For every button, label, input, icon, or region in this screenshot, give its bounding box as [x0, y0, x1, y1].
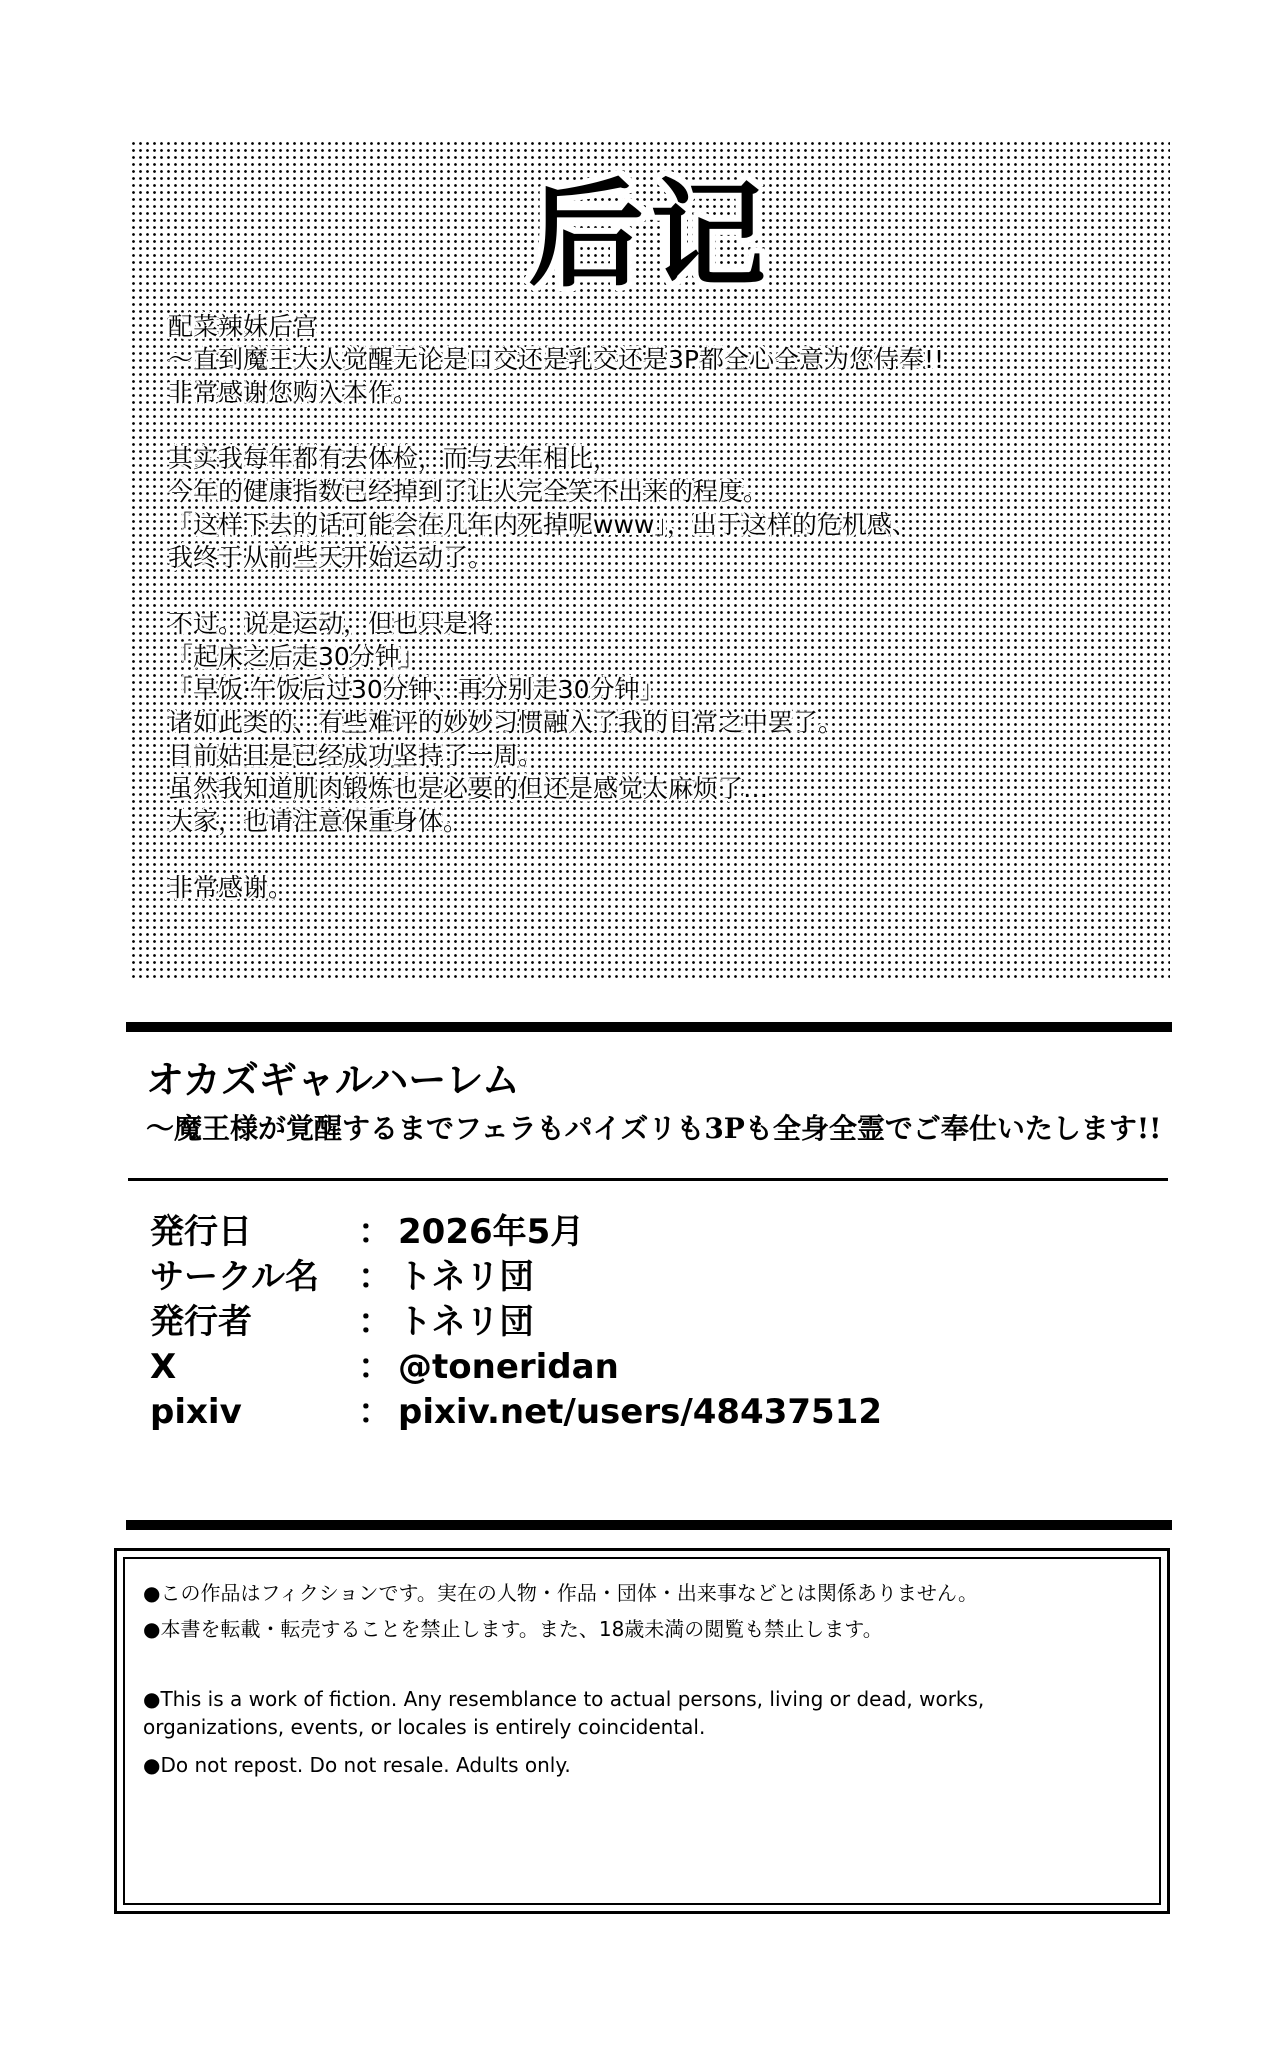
- notice-jp-fiction: ●この作品はフィクションです。実在の人物・作品・団体・出来事などとは関係ありません。: [143, 1581, 979, 1605]
- afterword-line: 虽然我知道肌肉锻炼也是必要的但还是感觉太麻烦了…: [168, 774, 769, 803]
- afterword-panel: [130, 140, 1170, 978]
- book-title: オカズギャルハーレム: [146, 1057, 520, 1102]
- colophon-row-pixiv: [150, 1390, 1050, 1435]
- afterword-line: 非常感谢您购入本作。: [168, 378, 419, 407]
- colophon-separator: ：: [358, 1212, 392, 1252]
- colophon-row-x: [150, 1345, 1050, 1390]
- colophon-separator: ：: [358, 1302, 392, 1342]
- afterword-blank-line: [168, 409, 1148, 442]
- afterword-blank-line: [168, 574, 1148, 607]
- colophon-label: 発行者: [150, 1302, 252, 1342]
- afterword-line: 今年的健康指数已经掉到了让人完全笑不出来的程度。: [168, 477, 769, 506]
- afterword-line: 目前姑且是已经成功坚持了一周。: [168, 741, 544, 770]
- book-subtitle: 〜魔王様が覚醒するまでフェラもパイズリも3Pも全身全霊でご奉仕いたします!!: [146, 1112, 1162, 1145]
- title-divider: [128, 1178, 1168, 1181]
- bottom-rule: [126, 1520, 1172, 1530]
- colophon-value: 2026年5月: [398, 1212, 585, 1252]
- notice-jp-repost: ●本書を転載・転売することを禁止します。また、18歳未満の閲覧も禁止します。: [143, 1617, 883, 1641]
- colophon-value: トネリ団: [398, 1257, 534, 1297]
- colophon-value: トネリ団: [398, 1302, 534, 1342]
- colophon-label: サークル名: [150, 1257, 319, 1297]
- colophon-row-circle: [150, 1255, 1050, 1300]
- colophon-separator: ：: [358, 1257, 392, 1297]
- afterword-line: 其实我每年都有去体检，而与去年相比，: [168, 444, 619, 473]
- colophon-separator: ：: [358, 1347, 392, 1387]
- colophon-row-date: [150, 1210, 1050, 1255]
- afterword-line: 非常感谢。: [168, 873, 294, 902]
- afterword-line: 配菜辣妹后宫: [168, 312, 319, 341]
- notice-box: [114, 1548, 1170, 1914]
- colophon: [150, 1210, 1050, 1435]
- afterword-line: 我终于从前些天开始运动了。: [168, 543, 494, 572]
- colophon-value: pixiv.net/users/48437512: [398, 1392, 883, 1432]
- afterword-line: 大家，也请注意保重身体。: [168, 807, 469, 836]
- top-rule: [126, 1022, 1172, 1032]
- afterword-title: 后记: [528, 168, 772, 303]
- notice-en-fiction-line2: organizations, events, or locales is entirely coincidental.: [143, 1715, 706, 1739]
- afterword-line: 「早饭·午饭后过30分钟、再分别走30分钟」: [168, 675, 665, 704]
- colophon-row-publisher: [150, 1300, 1050, 1345]
- colophon-separator: ：: [358, 1392, 392, 1432]
- colophon-value: @toneridan: [398, 1347, 619, 1387]
- notice-en-fiction-line1: ●This is a work of fiction. Any resemblance to actual persons, living or dead, works,: [143, 1687, 985, 1711]
- afterword-line: 不过。说是运动，但也只是将: [168, 609, 494, 638]
- notice-en-repost: ●Do not repost. Do not resale. Adults only.: [143, 1753, 571, 1777]
- colophon-label: X: [150, 1347, 177, 1387]
- afterword-line: 「这样下去的话可能会在几年内死掉呢www」，出于这样的危机感、: [168, 510, 917, 539]
- notice-inner-border: [123, 1557, 1161, 1905]
- afterword-blank-line: [168, 838, 1148, 871]
- afterword-line: 诸如此类的、有些难评的妙妙习惯融入了我的日常之中罢了。: [168, 708, 844, 737]
- colophon-label: 発行日: [150, 1212, 252, 1252]
- afterword-line: 〜直到魔王大人觉醒无论是口交还是乳交还是3P都全心全意为您侍奉!!: [168, 345, 945, 374]
- afterword-body: [168, 310, 1148, 904]
- colophon-label: pixiv: [150, 1392, 242, 1432]
- afterword-line: 「起床之后走30分钟」: [168, 642, 425, 671]
